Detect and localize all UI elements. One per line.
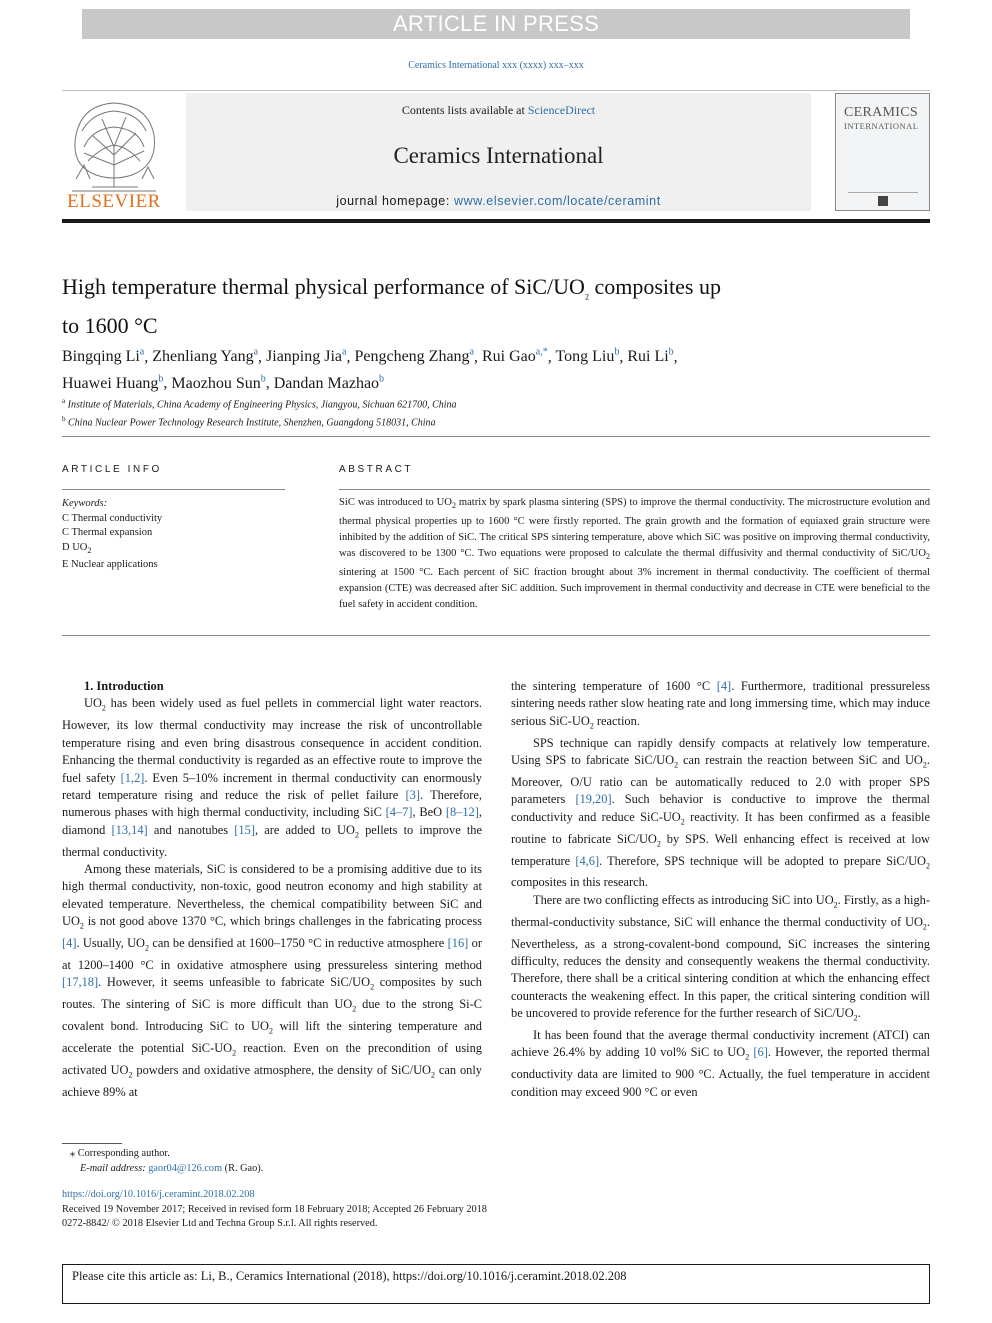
footnote-rule	[62, 1143, 122, 1144]
body-paragraph: $UO_2$ has been widely used as fuel pellets in commercial light water reactors. However, its low thermal conductivity may increase the risk of uncontrollable temperature rising and even bring disastrous consequence in accident condition. Enhancing the thermal conductivity is regarded as an effective route to improve the fuel safety [1,2]. Even 5–10% increment in thermal conductivity can enormously retard temperature rising and reduce the risk of pellet failure [3]. Therefore, numerous phases with high thermal conductivity, including SiC [4–7], BeO [8–12], diamond [13,14] and nanotubes [15], are added to $UO_2$ pellets to improve the thermal conductivity.	[62, 696, 483, 859]
citation-link[interactable]: [4]	[62, 936, 77, 951]
section-rule	[62, 635, 930, 636]
author[interactable]: Tong Liu$^b$	[555, 347, 620, 366]
body-paragraph: the sintering temperature of 1600 °C [4]. Furthermore, traditional pressureless sintering needs rather slow heating rate and long immersing time, which may induce serious SiC-$UO_2$ reaction.	[511, 679, 930, 731]
abstract-heading: ABSTRACT	[339, 464, 414, 475]
elsevier-wordmark: ELSEVIER	[67, 191, 161, 212]
article-title	[62, 272, 862, 340]
footnotes	[62, 1146, 662, 1176]
article-info-rule	[62, 489, 285, 490]
body-column-right	[511, 678, 930, 1101]
keywords-label: Keywords:	[62, 498, 108, 509]
section-heading-introduction: 1. Introduction	[84, 679, 164, 693]
journal-header	[62, 90, 930, 220]
citation-link[interactable]: [6]	[753, 1045, 768, 1060]
author-list: Bingqing Li$^a$, Zhenliang Yang$^a$, Jianping Jia$^a$, Pengcheng Zhang$^a$, Rui Gao$^{a,*}$, Tong Liu$^b$, Rui Li$^b$, Huawei Huang$^b$, Maozhou Sun$^b$, Dandan Mazhao$^b$	[62, 347, 678, 392]
citation-link[interactable]: [1,2]	[120, 770, 145, 785]
keyword-item: E Nuclear applications	[62, 559, 158, 571]
journal-cover-thumbnail	[835, 93, 930, 211]
citation-link[interactable]: [13,14]	[111, 822, 148, 837]
section-rule	[62, 436, 930, 437]
author[interactable]: Rui Li$^b$	[627, 347, 674, 366]
contents-prefix: Contents lists available at	[401, 103, 528, 117]
body-column-left	[62, 678, 482, 1101]
keywords-block	[62, 497, 285, 573]
author[interactable]: Maozhou Sun$^b$	[171, 373, 266, 392]
body-paragraph: SPS technique can rapidly densify compacts at relatively low temperature. Using SPS to fabricate SiC/$UO_2$ can restrain the reaction between SiC and $UO_2$. Moreover, O/U ratio can be automatically reduced to 2.0 with proper SPS parameters [19,20]. Such behavior is conductive to improve the thermal conductivity and reduce SiC-$UO_2$ reactivity. It has been confirmed as a feasible routine to fabricate SiC/$UO_2$ by SPS. Well enhancing effect is received at low temperature [4,6]. Therefore, SPS technique will be adopted to prepare SiC/$UO_2$ composites in this research.	[511, 735, 931, 890]
author[interactable]: Rui Gao$^{a,*}$	[482, 347, 548, 366]
sciencedirect-link[interactable]: ScienceDirect	[527, 103, 596, 117]
keyword-item: D $UO_2$	[62, 541, 92, 555]
publication-info	[62, 1188, 762, 1232]
email-note: E-mail address: gaor04@126.com (R. Gao).	[80, 1163, 264, 1174]
citation-link[interactable]: [15]	[234, 822, 255, 837]
cover-subtitle: INTERNATIONAL	[844, 121, 919, 131]
cover-logo-icon	[878, 196, 888, 206]
journal-homepage	[186, 194, 811, 208]
title-part: composites up	[588, 274, 721, 299]
affiliation-item: $^a$ Institute of Materials, China Academy of Engineering Physics, Jiangyou, Sichuan 621700, China	[62, 397, 457, 411]
homepage-prefix: journal homepage:	[336, 194, 455, 208]
body-paragraph: It has been found that the average thermal conductivity increment (ATCI) can achieve 26.4% by adding 10 vol% SiC to $UO_2$ [6]. However, the reported thermal conductivity data are limited to 900 °C. Actually, the fuel temperature in accident condition may exceed 900 °C or even	[511, 1028, 930, 1099]
article-info-heading: ARTICLE INFO	[62, 464, 162, 475]
citation-link[interactable]: [8–12]	[445, 805, 479, 820]
citation-link[interactable]: [4–7]	[385, 805, 413, 820]
cover-divider	[848, 192, 918, 193]
journal-title: Ceramics International	[393, 143, 604, 168]
abstract-rule	[339, 489, 930, 490]
title-part: to 1600 °C	[62, 313, 158, 339]
copyright-line: 0272-8842/ © 2018 Elsevier Ltd and Techna Group S.r.l. All rights reserved.	[62, 1218, 378, 1229]
citation-link[interactable]: [4,6]	[575, 853, 600, 868]
article-in-press-banner: ARTICLE IN PRESS	[82, 9, 910, 39]
cite-this-article-box: Please cite this article as: Li, B., Ceramics International (2018), https://doi.org/10.1016/j.ceramint.2018.02.208	[62, 1264, 930, 1304]
citation-link[interactable]: [4]	[716, 679, 732, 693]
cover-title: CERAMICS	[844, 105, 918, 120]
body-paragraph: Among these materials, SiC is considered to be a promising additive due to its high thermal conductivity, non-toxic, good neutron economy and high stability at elevated temperature. Nevertheless, the chemical compatibility between SiC and $UO_2$ is not good above 1370 °C, which brings challenges in the fabricating process [4]. Usually, $UO_2$ can be densified at 1600–1750 °C in reductive atmosphere [16] or at 1200–1400 °C in oxidative atmosphere using pressureless sintering method [17,18]. However, it seems unfeasible to fabricate SiC/$UO_2$ composites by such routes. The sintering of SiC is more difficult than $UO_2$ due to the strong Si-C covalent bond. Introducing SiC to $UO_2$ will lift the sintering temperature and accelerate the potential SiC-$UO_2$ reaction. Even on the precondition of using activated $UO_2$ powders and oxidative atmosphere, the density of SiC/$UO_2$ can only achieve 89% at	[62, 862, 483, 1099]
abstract-text: SiC was introduced to $UO_2$ matrix by spark plasma sintering (SPS) to improve the thermal conductivity. The microstructure evolution and thermal physical properties up to 1600 °C were firstly reported. The grain growth and the formation of equiaxed grain structure were inhibited by the addition of SiC. The critical SPS sintering temperature, above which SiC was positive on improving thermal conductivity, was discovered to be 1300 °C. Two equations were proposed to calculate the thermal diffusivity and thermal conductivity of SiC/$UO_2$ sintering at 1500 °C. Each percent of SiC fraction brought about 3% increment in thermal conductivity. The coefficient of thermal expansion (CTE) was decreased after SiC addition. Such improvement in thermal conductivity and decrease in CTE were beneficial to the fuel safety in accident condition.	[339, 497, 930, 611]
author[interactable]: Zhenliang Yang$^a$	[152, 347, 259, 366]
citation-link[interactable]: [16]	[447, 936, 469, 951]
author[interactable]: Huawei Huang$^b$	[62, 373, 164, 392]
citation-link[interactable]: [19,20]	[575, 792, 612, 807]
title-subscript: 2	[584, 292, 589, 302]
doi-link[interactable]: https://doi.org/10.1016/j.ceramint.2018.02.208	[62, 1189, 255, 1200]
author[interactable]: Jianping Jia$^a$	[266, 347, 347, 366]
citation-link[interactable]: [3]	[405, 787, 420, 802]
citation-link[interactable]: [17,18]	[62, 975, 99, 990]
author[interactable]: Dandan Mazhao$^b$	[273, 373, 385, 392]
email-link[interactable]: gaor04@126.com	[148, 1163, 223, 1174]
keyword-item: C Thermal conductivity	[62, 512, 163, 524]
journal-banner-box	[186, 93, 811, 211]
author[interactable]: Bingqing Li$^a$	[62, 347, 145, 366]
header-rule	[62, 219, 930, 223]
keyword-item: C Thermal expansion	[62, 527, 153, 538]
body-paragraph: There are two conflicting effects as introducing SiC into $UO_2$. Firstly, as a high-thermal-conductivity substance, SiC will enhance the thermal conductivity of $UO_2$. Nevertheless, as a strong-covalent-bond compound, SiC increases the sintering difficulty, reduces the density and consequently weakens the thermal conductivity. Therefore, there shall be a critical sintering condition at which the enhancing effect counteracts the weakening effect. In this paper, the critical sintering condition will be uncovered to provide reference for the further research of SiC/$UO_2$.	[511, 892, 930, 1023]
title-part: High temperature thermal physical performance of SiC/UO	[62, 274, 585, 299]
journal-citation-link[interactable]: Ceramics International xxx (xxxx) xxx–xxx	[408, 60, 584, 71]
contents-line	[186, 103, 811, 118]
received-dates: Received 19 November 2017; Received in revised form 18 February 2018; Accepted 26 February 2018	[62, 1203, 487, 1215]
corresponding-author-note: ⁎ Corresponding author.	[70, 1148, 170, 1159]
homepage-link[interactable]: www.elsevier.com/locate/ceramint	[454, 194, 661, 208]
author[interactable]: Pengcheng Zhang$^a$	[354, 347, 474, 366]
affiliation-item: $^b$ China Nuclear Power Technology Research Institute, Shenzhen, Guangdong 518031, China	[62, 415, 436, 429]
affiliations	[62, 394, 862, 431]
